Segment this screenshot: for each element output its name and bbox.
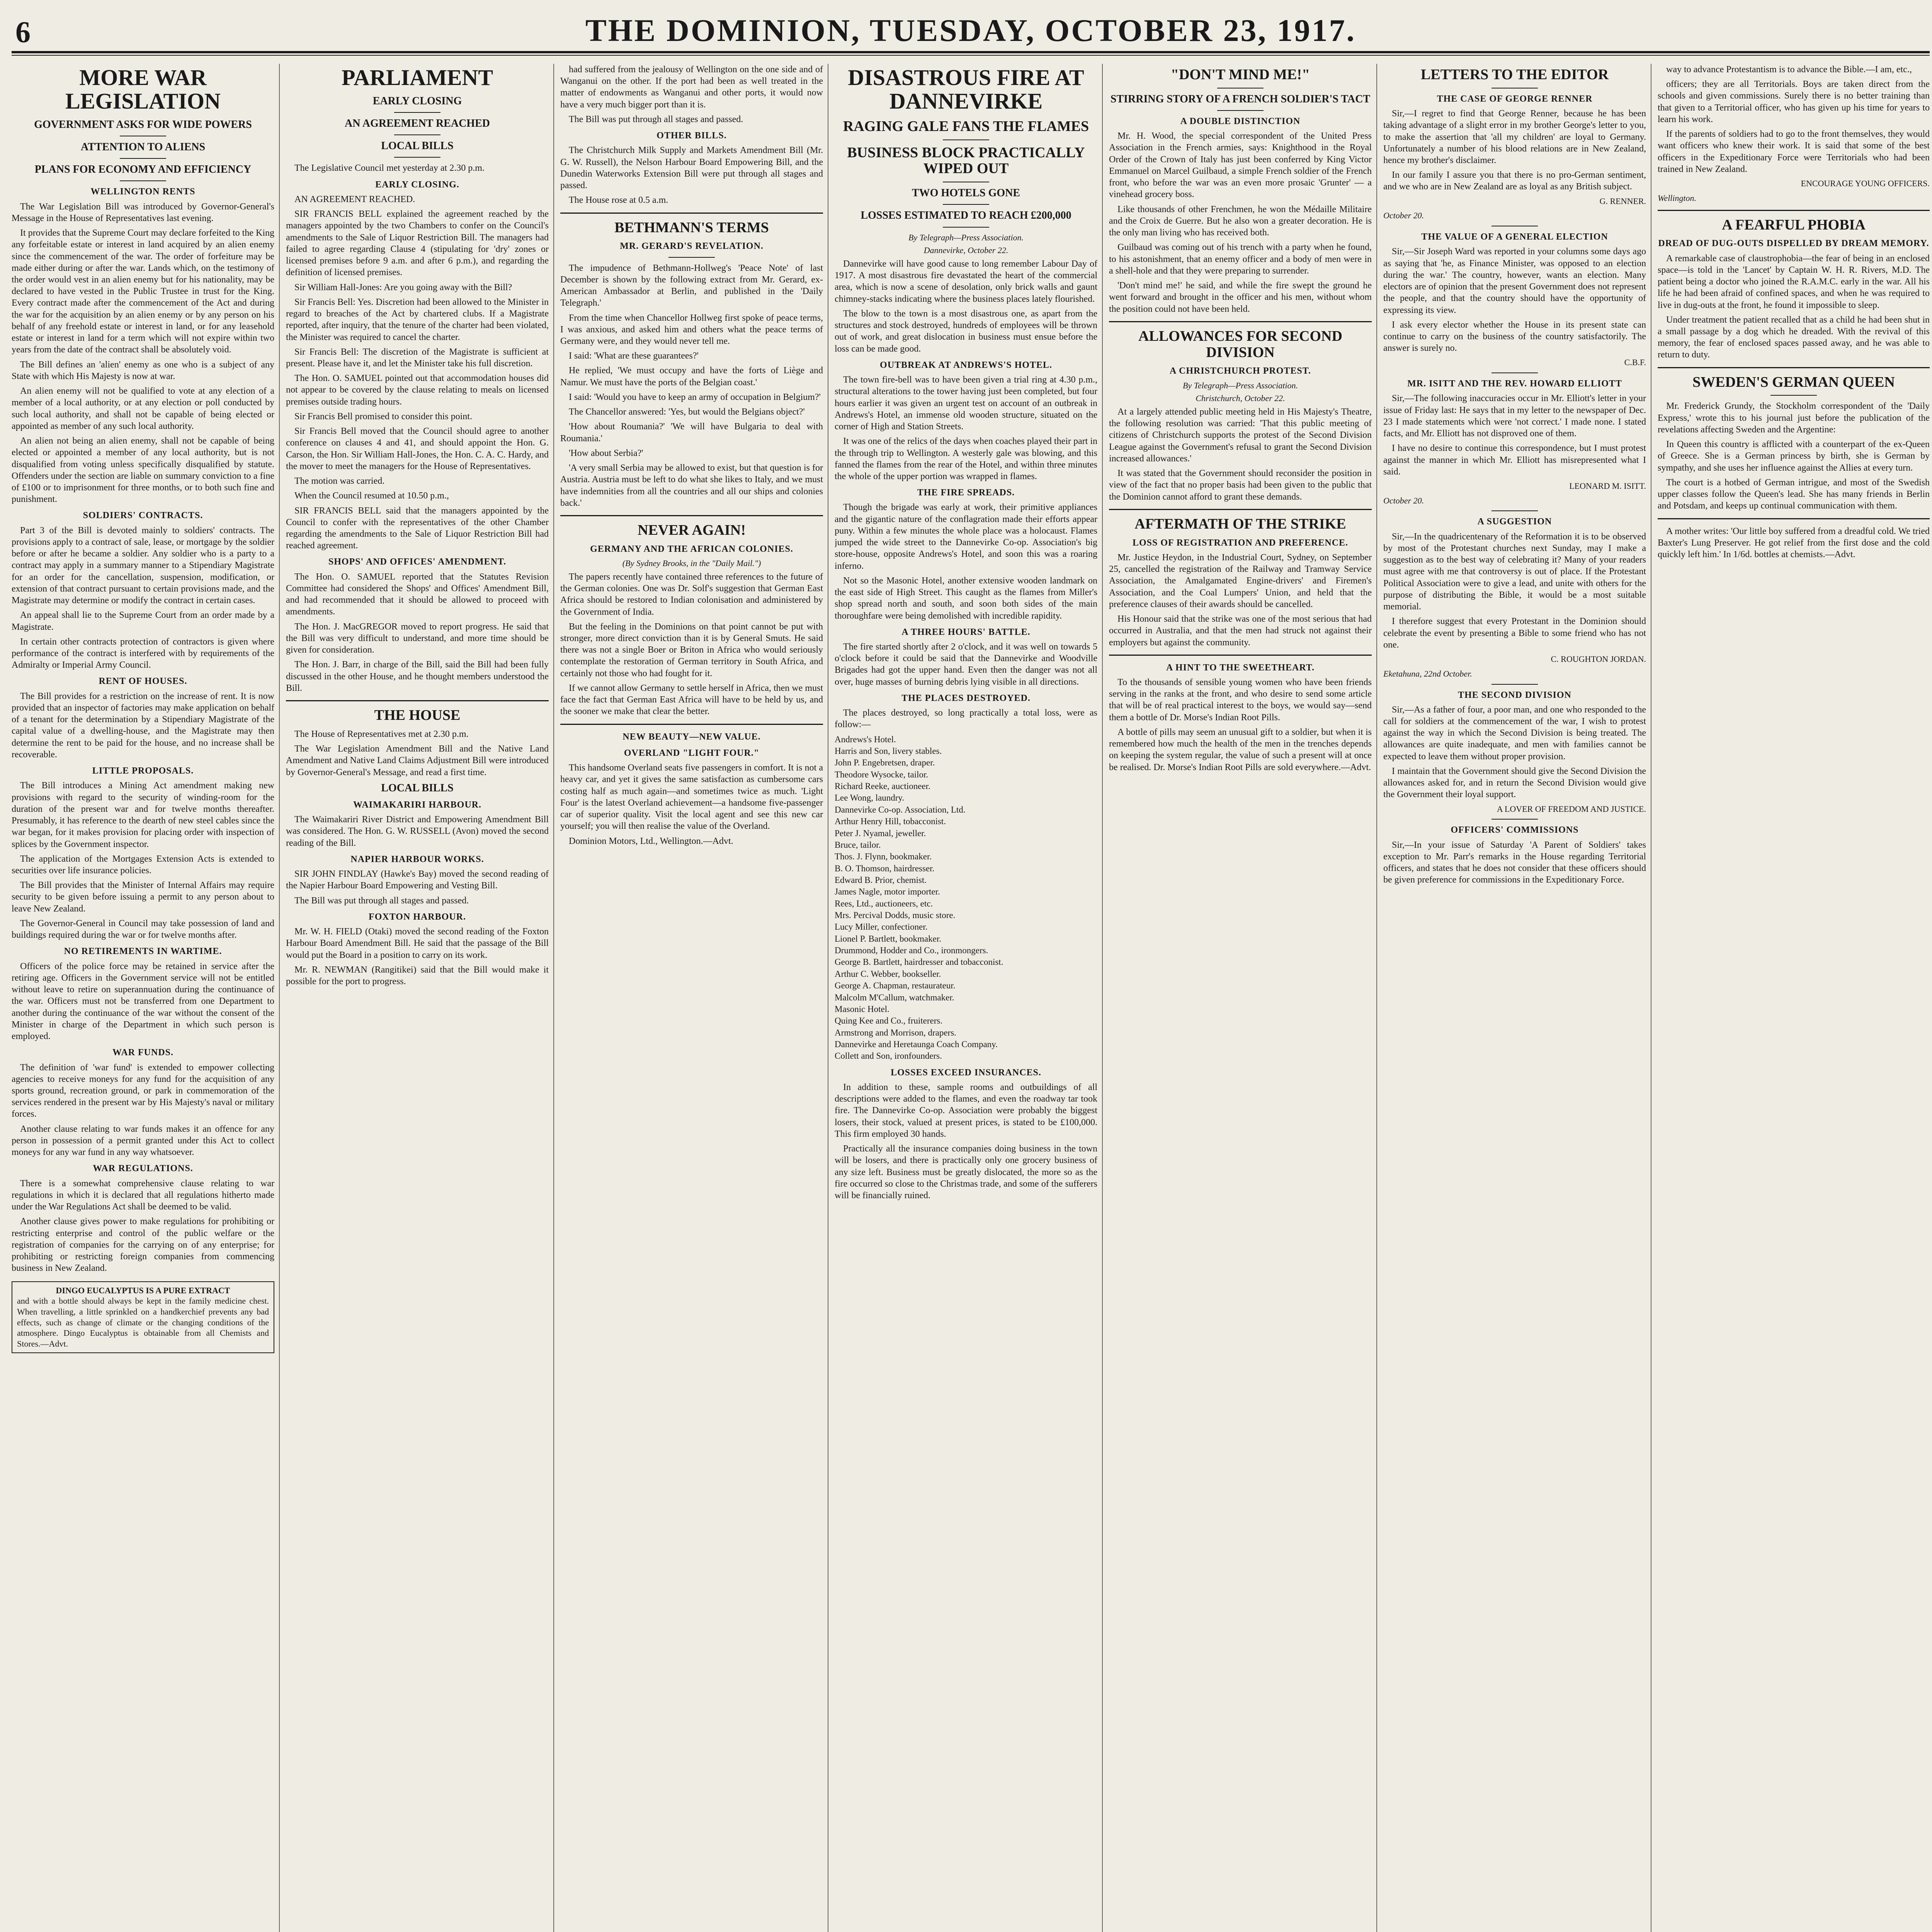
paragraph: A bottle of pills may seem an unusual gift to a soldier, but when it is remembered how much the health of the men in the trenches depends on keeping the system regular, the value of such a present will at once be realised. Dr. Morse's Indian Root Pills are sold everywhere.—Advt.	[1109, 727, 1372, 772]
subhead: THE PLACES DESTROYED.	[901, 693, 1031, 703]
headline-never-again: NEVER AGAIN!	[638, 522, 746, 539]
list-item: Masonic Hotel.	[835, 1004, 889, 1014]
paragraph: An appeal shall lie to the Supreme Court from an order made by a Magistrate.	[12, 610, 274, 632]
column-bethmann	[560, 64, 823, 1932]
letter-title: OFFICERS' COMMISSIONS	[1451, 825, 1579, 835]
letter-title: THE CASE OF GEORGE RENNER	[1437, 94, 1593, 104]
paragraph: The Legislative Council met yesterday at 2.30 p.m.	[294, 163, 485, 173]
paragraph: Mr. H. Wood, the special correspondent of the United Press Association in the French armies, says: Knighthood in the Royal Order of the Crown of Italy has just been conferred by King Victor Emmanuel on Marcel Guilbaud, a simple French soldier of the French front, who before the war was an even more prosaic 'Grunter' — a vinehead grocery boss.	[1109, 131, 1372, 200]
letter-date: October 20.	[1383, 211, 1424, 221]
paragraph: Not so the Masonic Hotel, another extensive wooden landmark on the east side of High Street. This caught as the flames from Miller's shop spread north and south, and soon both sides of the main thoroughfare were being demolished with incredible rapidity.	[835, 575, 1097, 621]
ad-headline: NEW BEAUTY—NEW VALUE.	[622, 731, 761, 742]
paragraph: Sir,—The following inaccuracies occur in Mr. Elliott's letter in your issue of Friday last: He says that in my letter to the newspaper of Dec. 23 I made statements which were 'not correct.' I made none. I stated facts, and Mr. Elliott has not disproved one of them.	[1383, 393, 1646, 439]
paragraph: The Chancellor answered: 'Yes, but would the Belgians object?'	[569, 407, 805, 417]
list-item: B. O. Thomson, hairdresser.	[835, 863, 935, 873]
paragraph: The motion was carried.	[294, 476, 385, 486]
deck: LOCAL BILLS	[381, 140, 454, 152]
paragraph: Another clause gives power to make regulations for prohibiting or restricting enterprise and control of the public welfare or the registration of companies for the carrying on of any enterprise; for prohibiting or restricting foreign companies from commencing business in New Zealand.	[12, 1216, 274, 1274]
paragraph: The places destroyed, so long practically a total loss, were as follow:—	[835, 708, 1097, 730]
deck: BUSINESS BLOCK PRACTICALLY WIPED OUT	[847, 144, 1085, 177]
paragraph: I maintain that the Government should give the Second Division the allowances asked for, and in return the Second Division would give the Government their loyal support.	[1383, 766, 1646, 800]
paragraph: The Hon. J. MacGREGOR moved to report progress. He said that the Bill was very difficult to understand, and more time should be given for consideration.	[286, 621, 549, 655]
paragraph: Dominion Motors, Ltd., Wellington.—Advt.	[569, 836, 733, 846]
paragraph: The Bill was put through all stages and passed.	[569, 114, 743, 124]
paragraph: If we cannot allow Germany to settle herself in Africa, then we must face the fact that German East Africa will have to be held by us, and the sooner we make that clear the better.	[560, 683, 823, 717]
paragraph: officers; they are all Territorials. Boys are taken direct from the schools and given commissions. Surely there is no better training than that given to a Territorial officer, who has given up his time for years to learn his work.	[1658, 79, 1930, 124]
byline: By Telegraph—Press Association.	[1182, 380, 1298, 390]
list-item: Dannevirke Co-op. Association, Ltd.	[835, 804, 966, 815]
dateline: WELLINGTON RENTS	[90, 187, 196, 197]
divider	[943, 204, 989, 205]
list-item: Armstrong and Morrison, drapers.	[835, 1027, 956, 1037]
paragraph: had suffered from the jealousy of Wellington on the one side and of Wanganui on the other. If the port had been as well treated in the matter of endowments as Wanganui and other ports, it would now have a very much bigger port than it is.	[560, 65, 823, 110]
column-rule	[279, 64, 280, 1932]
headline-swedens-queen: SWEDEN'S GERMAN QUEEN	[1692, 374, 1895, 390]
subhead: NO RETIREMENTS IN WARTIME.	[64, 946, 222, 957]
letter-date: Eketahuna, 22nd October.	[1383, 668, 1472, 679]
paragraph: It was one of the relics of the days when coaches played their part in the through trip to Wellington. A westerly gale was blowing, and this fanned the flames from the rear of the Hotel, and within three minutes the whole of the upper portion was wrapped in flames.	[835, 436, 1097, 481]
list-item: Drummond, Hodder and Co., ironmongers.	[835, 946, 988, 956]
list-item: Thos. J. Flynn, bookmaker.	[835, 852, 932, 862]
byline: (By Sydney Brooks, in the "Daily Mail.")	[622, 558, 761, 568]
deck: A DOUBLE DISTINCTION	[1180, 116, 1301, 126]
divider	[943, 139, 989, 140]
paragraph: A mother writes: 'Our little boy suffered from a dreadful cold. We tried Baxter's Lung Preserver. He got relief from the first dose and the cold quickly left him.' In 1/6d. bottles at chemists.—Advt.	[1658, 526, 1930, 560]
list-item: Bruce, tailor.	[835, 840, 881, 850]
paragraph: Mr. W. H. FIELD (Otaki) moved the second reading of the Foxton Harbour Board Amendment Bill. He said that the passage of the Bill would put the Board in a position to carry on its work.	[286, 927, 549, 960]
ad-body: and with a bottle should always be kept in the family medicine chest. When travelling, a little sprinkled on a handkerchief prevents any bad effects, such as change of climate or the changing conditions of the atmosphere. Dingo Eucalyptus is obtainable from all Chemists and Stores.—Advt.	[17, 1296, 269, 1349]
byline: By Telegraph—Press Association.	[908, 232, 1024, 242]
list-item: Edward B. Prior, chemist.	[835, 875, 927, 885]
divider	[394, 157, 440, 158]
column-dont-mind-me	[1109, 64, 1372, 1932]
paragraph: The House of Representatives met at 2.30 p.m.	[294, 729, 469, 739]
paragraph: Another clause relating to war funds makes it an offence for any person in possession of a permit granted under this Act to collect moneys for any war fund in any way whatsoever.	[12, 1124, 274, 1158]
subhead: SHOPS' AND OFFICES' AMENDMENT.	[328, 557, 507, 567]
deck: PLANS FOR ECONOMY AND EFFICIENCY	[34, 163, 252, 176]
deck: LOSS OF REGISTRATION AND PREFERENCE.	[1132, 537, 1349, 548]
paragraph: Sir William Hall-Jones: Are you going away with the Bill?	[294, 282, 512, 293]
subhead: SOLDIERS' CONTRACTS.	[83, 510, 203, 521]
deck: MR. GERARD'S REVELATION.	[620, 241, 764, 252]
paragraph: The House rose at 0.5 a.m.	[569, 195, 668, 206]
letter-title: A SUGGESTION	[1477, 517, 1552, 527]
paragraph: Guilbaud was coming out of his trench with a party when he found, to his astonishment, that an enemy officer and a body of men were in a shell-hole and that they were preparing to surrender.	[1109, 242, 1372, 276]
subhead: LOCAL BILLS	[381, 782, 454, 794]
paragraph: Sir Francis Bell promised to consider this point.	[294, 411, 472, 422]
divider	[1492, 684, 1538, 685]
subhead: LOSSES EXCEED INSURANCES.	[891, 1067, 1041, 1078]
paper-title: THE DOMINION, TUESDAY, OCTOBER 23, 1917.	[585, 13, 1356, 48]
letter-title: THE VALUE OF A GENERAL ELECTION	[1421, 232, 1608, 242]
list-item: Collett and Son, ironfounders.	[835, 1051, 942, 1061]
paragraph: Sir Francis Bell: Yes. Discretion had been allowed to the Minister in regard to breaches of the Act by chartered clubs. If a Magistrate reported, after inquiry, that the tenure of the charter had been violated, the Minister was required to cancel the charter.	[286, 297, 549, 342]
paragraph: There is a somewhat comprehensive clause relating to war regulations in which it is declared that all regulations hitherto made under the War Regulations Act shall be deemed to be valid.	[12, 1178, 274, 1212]
column-war-legislation	[12, 64, 274, 1932]
deck: LOSSES ESTIMATED TO REACH £200,000	[861, 209, 1071, 222]
deck: TWO HOTELS GONE	[912, 187, 1020, 199]
list-item: Rees, Ltd., auctioneers, etc.	[835, 898, 933, 908]
paragraph: 'How about Serbia?'	[569, 448, 643, 458]
column-phobia-queen	[1658, 64, 1930, 1932]
divider	[120, 158, 166, 159]
subhead: FOXTON HARBOUR.	[369, 912, 466, 922]
section-rule	[286, 700, 549, 701]
paragraph: Though the brigade was early at work, their primitive appliances and the gigantic nature of the conflagration made their efforts appear puny. Within a few minutes the whole place was a holocaust. Flames jumped the wide street to the Dannevirke Co-op. Association's big store-house, opposite Andrews's Hotel, and soon this was a roaring inferno.	[835, 502, 1097, 571]
subhead: RENT OF HOUSES.	[99, 676, 187, 687]
subhead: EARLY CLOSING.	[375, 179, 459, 190]
masthead-rule-thin	[12, 55, 1930, 56]
paragraph: Sir,—In the quadricentenary of the Reformation it is to be observed by most of the Protestant churches next Sunday, may I make a suggestion as to the best way of celebrating it? Many of your readers must agree with me that controversy is out of place. If the Protestant Political Association were to give a lead, and unite with others for the purpose of distributing the Bible, it would be a most suitable memorial.	[1383, 531, 1646, 612]
paragraph: His Honour said that the strike was one of the most serious that had occurred in Australia, and that the men had struck not against their employers but against the community.	[1109, 614, 1372, 648]
headline-bethmann-terms: BETHMANN'S TERMS	[614, 219, 769, 236]
paragraph: Practically all the insurance companies doing business in the town will be losers, and there is practically only one grocery business of any size left. Business must be greatly dislocated, the more so as the fire occurred so close to the Christmas trade, and some of the sufferers will be financially ruined.	[835, 1144, 1097, 1201]
signature: G. RENNER.	[1599, 196, 1646, 206]
paragraph: Mr. Justice Heydon, in the Industrial Court, Sydney, on September 25, cancelled the registration of the Railway and Tramway Service Association, the Amalgamated Engine-drivers' and Firemen's Association, and the Coal Lumpers' Union, and held that the preference clauses of their awards should be cancelled.	[1109, 552, 1372, 609]
paragraph: 'Don't mind me!' he said, and while the fire swept the ground he went forward and brought in the officer and his men, without whom the position could not have been held.	[1109, 281, 1372, 314]
subhead: THE FIRE SPREADS.	[917, 488, 1015, 498]
subhead: LITTLE PROPOSALS.	[92, 766, 194, 776]
headline-dannevirke-fire: DISASTROUS FIRE AT DANNEVIRKE	[848, 65, 1084, 114]
paragraph: Like thousands of other Frenchmen, he won the Médaille Militaire and the Croix de Guerre. But he also won a greater decoration. He is the only man living who has received both.	[1109, 204, 1372, 238]
letter-place: Wellington.	[1658, 193, 1697, 203]
letter-date: October 20.	[1383, 495, 1424, 505]
paragraph: I said: 'Would you have to keep an army of occupation in Belgium?'	[569, 392, 821, 402]
section-rule	[560, 515, 823, 516]
paragraph: The Bill provides that the Minister of Internal Affairs may require security to be given before issuing a permit to any person about to leave New Zealand.	[12, 880, 274, 914]
deck: GOVERNMENT ASKS FOR WIDE POWERS	[34, 118, 252, 131]
column-rule	[1102, 64, 1103, 1932]
column-dannevirke-fire	[835, 64, 1097, 1932]
places-destroyed-list	[835, 734, 1097, 1062]
paragraph: Under treatment the patient recalled that as a child he had been shut in a small passage by a dog which he dreaded. With the revival of this memory, the fear of enclosed spaces passed away, and he was able to return to duty.	[1658, 315, 1930, 360]
paragraph: The application of the Mortgages Extension Acts is extended to securities over life insurance policies.	[12, 854, 274, 876]
paragraph: The court is a hotbed of German intrigue, and most of the Swedish upper classes follow the Queen's lead. She has many friends in Berlin and Potsdam, and keeps up continual communication with them.	[1658, 477, 1930, 511]
paragraph: This handsome Overland seats five passengers in comfort. It is not a heavy car, and yet it gives the same satisfaction as cumbersome cars costing half as much again—and sometimes twice as much. 'Light Four' is the latest Overland achievement—a handsome five-passenger car of superior quality. Visit the local agent and see this new car yourself; you will then realise the value of the Overland.	[560, 763, 823, 832]
paragraph: It provides that the Supreme Court may declare forfeited to the King any forfeitable estate or interest in land acquired by an alien enemy since the commencement of the war. The order of forfeiture may be made either during or after the war. Lands which, on the testimony of the order would vest in an alien enemy but for his nationality, may be declared to have vested in the Public Trustee in trust for the King. Every contract made after the commencement of the Act and during the war for the acquisition by an alien enemy or by any person on his behalf of any freehold estate or interest in land, or for any leasehold estate or interest in land for a term which will not expire within two years from the date of the contract shall be absolutely void.	[12, 228, 274, 355]
headline-parliament: PARLIAMENT	[341, 65, 493, 90]
divider	[394, 112, 440, 113]
subhead: OUTBREAK AT ANDREWS'S HOTEL.	[880, 360, 1052, 370]
paragraph: From the time when Chancellor Hollweg first spoke of peace terms, I was anxious, and asked him and others what the peace terms of Germany were, and they would never tell me.	[560, 313, 823, 347]
paragraph: The Christchurch Milk Supply and Markets Amendment Bill (Mr. G. W. Russell), the Nelson Harbour Board Empowering Bill, and the Dunedin Waterworks Extension Bill were put through all stages and passed.	[560, 145, 823, 191]
list-item: Arthur Henry Hill, tobacconist.	[835, 816, 946, 827]
list-item: George B. Bartlett, hairdresser and tobacconist.	[835, 957, 1003, 967]
paragraph: Mr. Frederick Grundy, the Stockholm correspondent of the 'Daily Express,' wrote this to his journal just before the publication of the revelations affecting Sweden and the Argentine:	[1658, 401, 1930, 435]
paragraph: He replied, 'We must occupy and have the forts of Liège and Namur. We must have the ports of the Belgian coast.'	[560, 366, 823, 388]
paragraph: SIR FRANCIS BELL said that the managers appointed by the Council to confer with the representatives of the other Chamber regarding the amendments to the Sale of Liquor Restriction Bill had reached agreement.	[286, 505, 549, 551]
paragraph: Sir,—As a father of four, a poor man, and one who responded to the call for soldiers at the commencement of the war, I wish to protest against the way in which the Second Division is being treated. The allowances are quite inadequate, and men with families cannot be expected to leave them without proper provision.	[1383, 704, 1646, 762]
paragraph: The Bill defines an 'alien' enemy as one who is a subject of any State with which His Majesty is now at war.	[12, 359, 274, 381]
paragraph: I have no desire to continue this correspondence, but I must protest against the manner in which Mr. Elliott has misrepresented what I said.	[1383, 443, 1646, 477]
paragraph: The Hon. J. Barr, in charge of the Bill, said the Bill had been fully discussed in the other House, and he thought members understood the Bill.	[286, 660, 549, 693]
letter-title: MR. ISITT AND THE REV. HOWARD ELLIOTT	[1407, 379, 1622, 389]
dateline: Christchurch, October 22.	[1196, 393, 1285, 403]
paragraph: The Bill provides for a restriction on the increase of rent. It is now provided that an inspector of factories may make application on behalf of a tenant for the determination by a Stipendiary Magistrate of the capital value of a dwelling-house, and the Magistrate may then determine the rent to be paid for the house, and no increase shall be recoverable.	[12, 691, 274, 760]
column-parliament	[286, 64, 549, 1932]
paragraph: The Bill introduces a Mining Act amendment making new provisions with regard to the security of winding-room for the duration of the present war and for twelve months thereafter. Presumably, it has reference to the dearth of new steel cables since the war began, for it makes provision for placing order with inspection of splices by the Government inspector.	[12, 781, 274, 849]
subhead: A THREE HOURS' BATTLE.	[901, 627, 1031, 637]
list-item: Mrs. Percival Dodds, music store.	[835, 910, 956, 920]
list-item: Peter J. Nyamal, jeweller.	[835, 828, 926, 838]
section-rule	[560, 724, 823, 725]
paragraph: I therefore suggest that every Protestant in the Dominion should celebrate the event by presenting a Bible to some friend who has not one.	[1383, 616, 1646, 650]
paragraph: The definition of 'war fund' is extended to empower collecting agencies to receive moneys for any fund for the acquisition of any sports ground, recreation ground, or park in commemoration of the services rendered in the present war by His Majesty's naval or military forces.	[12, 1062, 274, 1119]
deck: AN AGREEMENT REACHED	[345, 117, 490, 130]
list-item: Theodore Wysocke, tailor.	[835, 769, 929, 779]
list-item: Andrews's Hotel.	[835, 734, 896, 744]
paragraph: A remarkable case of claustrophobia—the fear of being in an enclosed space—is told in the 'Lancet' by Captain W. H. R. Rivers, M.D. The patient being a doctor who joined the R.A.M.C. early in the war. All his life he had been afraid of confined spaces, and when he was required to live in dug-outs at the front, he found it impossible to sleep.	[1658, 253, 1930, 310]
deck: ATTENTION TO ALIENS	[80, 141, 206, 153]
signature: LEONARD M. ISITT.	[1569, 481, 1646, 491]
list-item: Malcolm M'Callum, watchmaker.	[835, 992, 954, 1002]
paragraph: But the feeling in the Dominions on that point cannot be put with stronger, more direct conviction than it is by General Smuts. He said there was not a single Boer or Briton in Africa who would seriously contemplate the restoration of German territory in South Africa, and certainly not those who had fought for it.	[560, 621, 823, 679]
headline-aftermath-strike: AFTERMATH OF THE STRIKE	[1134, 515, 1346, 532]
paragraph: Sir,—In your issue of Saturday 'A Parent of Soldiers' takes exception to Mr. Parr's remarks in the House regarding Territorial officers, and states that he does not consider that these officers should be given preference for commissions in the Expeditionary Force.	[1383, 840, 1646, 885]
paragraph: The Hon. O. SAMUEL reported that the Statutes Revision Committee had considered the Shops' and Offices' Amendment Bill, and had recommended that it should be allowed to proceed with amendments.	[286, 571, 549, 617]
paragraph: SIR JOHN FINDLAY (Hawke's Bay) moved the second reading of the Napier Harbour Board Empowering and Vesting Bill.	[286, 869, 549, 891]
paragraph: In certain other contracts protection of contractors is given where performance of the contract is interfered with by requirements of the Admiralty or Imperial Army Council.	[12, 636, 274, 670]
deck: A CHRISTCHURCH PROTEST.	[1170, 366, 1311, 376]
subhead: WAIMAKARIRI HARBOUR.	[353, 799, 481, 810]
paragraph: In our family I assure you that there is no pro-German sentiment, and we who are in New Zealand are as loyal as any British subject.	[1383, 170, 1646, 192]
list-item: Lee Wong, laundry.	[835, 793, 905, 803]
paragraph: The War Legislation Bill was introduced by Governor-General's Message in the House of Representatives last evening.	[12, 201, 274, 223]
deck: DREAD OF DUG-OUTS DISPELLED BY DREAM MEMORY.	[1658, 238, 1929, 249]
signature: C. ROUGHTON JORDAN.	[1551, 654, 1646, 664]
headline-allowances: ALLOWANCES FOR SECOND DIVISION	[1138, 328, 1342, 361]
paragraph: Part 3 of the Bill is devoted mainly to soldiers' contracts. The provisions apply to a contract of sale, lease, or mortgage by the soldier before or after he became a soldier. Any soldier who is a party to a contract may apply in a summary manner to a Stipendiary Magistrate for an order for the cancellation, suspension, modification, or extension of that contract pursuant to certain provisions made, and the Magistrate may determine or modify the contract in certain cases.	[12, 525, 274, 606]
subhead: WAR REGULATIONS.	[93, 1163, 193, 1174]
headline-war-legislation: MORE WAR LEGISLATION	[65, 65, 221, 114]
headline-letters: LETTERS TO THE EDITOR	[1420, 66, 1609, 83]
list-item: Lucy Miller, confectioner.	[835, 922, 928, 932]
list-item: John P. Engebretsen, draper.	[835, 758, 935, 768]
divider	[943, 227, 989, 228]
letter-title: THE SECOND DIVISION	[1458, 690, 1571, 700]
section-rule	[1109, 655, 1372, 656]
column-rule	[1376, 64, 1377, 1932]
paragraph: The Hon. O. SAMUEL pointed out that accommodation houses did not appear to be covered by the clause relating to meals on licensed premises outside trading hours.	[286, 373, 549, 407]
list-item: Harris and Son, livery stables.	[835, 746, 942, 756]
paragraph: An alien enemy will not be qualified to vote at any election of a member of a local authority, or at any election or poll conducted by such local authority, and shall not be capable of being elected or appointed as member of any such local authority.	[12, 386, 274, 431]
ad-subhead: OVERLAND "LIGHT FOUR."	[624, 748, 760, 758]
paragraph: Mr. R. NEWMAN (Rangitikei) said that the Bill would make it possible for the port to progress.	[286, 964, 549, 987]
paragraph: The blow to the town is a most disastrous one, as apart from the structures and stock destroyed, hundreds of employees will be thrown out of work, and great dislocation in business must ensue before the loss can be made good.	[835, 308, 1097, 354]
divider	[1770, 395, 1817, 396]
section-rule	[560, 213, 823, 214]
paragraph: The Waimakariri River District and Empowering Amendment Bill was considered. The Hon. G. W. RUSSELL (Avon) moved the second reading of the Bill.	[286, 815, 549, 848]
list-item: Lionel P. Bartlett, bookmaker.	[835, 934, 941, 944]
subhead: NAPIER HARBOUR WORKS.	[350, 854, 484, 864]
list-item: Quing Kee and Co., fruiterers.	[835, 1016, 943, 1026]
signature: ENCOURAGE YOUNG OFFICERS.	[1801, 179, 1930, 189]
divider	[1492, 372, 1538, 373]
signature: A LOVER OF FREEDOM AND JUSTICE.	[1497, 804, 1646, 814]
masthead-rule	[12, 51, 1930, 53]
paragraph: In Queen this country is afflicted with a counterpart of the ex-Queen of Greece. She is a German princess by birth, she is German by sympathy, and she uses her influence against the Allies at every turn.	[1658, 439, 1930, 473]
list-item: George A. Chapman, restaurateur.	[835, 981, 956, 991]
advertisement-dingo	[12, 1281, 274, 1353]
deck: GERMANY AND THE AFRICAN COLONIES.	[590, 544, 793, 554]
paragraph: Sir Francis Bell: The discretion of the Magistrate is sufficient at present. Please have it, and let the Minister take his full discretion.	[286, 347, 549, 369]
paragraph: 'A very small Serbia may be allowed to exist, but that question is for Austria. Austria must be left to do what she likes to Italy, and we must have indemnities from all the countries and all our ships and colonies back.'	[560, 463, 823, 508]
divider	[1217, 110, 1264, 111]
list-item: Richard Reeke, auctioneer.	[835, 781, 930, 791]
column-rule	[553, 64, 554, 1932]
deck: EARLY CLOSING	[372, 95, 462, 107]
deck: STIRRING STORY OF A FRENCH SOLDIER'S TACT	[1110, 93, 1371, 105]
paragraph: The impudence of Bethmann-Hollweg's 'Peace Note' of last December is shown by the following extract from Mr. Gerard, ex-American Ambassador at Berlin, and published in the 'Daily Telegraph.'	[560, 263, 823, 308]
paragraph: The papers recently have contained three references to the future of the German colonies. One was Dr. Solf's suggestion that German East Africa should be restored to Indian colonisation and administered by the Government of India.	[560, 571, 823, 617]
paragraph: Sir,—I regret to find that George Renner, because he has been taking advantage of a slight error in my brother George's letter to you, to make the assertion that 'all my children' are loyal to Germany. Unfortunately a number of his blood relations are in New Zealand, hence my brother's disclaimer.	[1383, 109, 1646, 165]
dateline: Dannevirke, October 22.	[923, 245, 1009, 255]
signature: C.B.F.	[1624, 357, 1646, 367]
divider	[1492, 819, 1538, 820]
page-number: 6	[15, 15, 31, 49]
list-item: Arthur C. Webber, bookseller.	[835, 969, 941, 979]
section-rule	[1109, 509, 1372, 510]
section-rule	[1658, 367, 1930, 368]
paragraph: It was stated that the Government should reconsider the position in view of the fact that no proper basis had been given to the public that the Dominion cannot afford to grant these demands.	[1109, 468, 1372, 502]
headline-fearful-phobia: A FEARFUL PHOBIA	[1722, 216, 1866, 233]
column-letters	[1383, 64, 1646, 1932]
paragraph: Sir Francis Bell moved that the Council should agree to another conference on clauses 4 and 41, and should appoint the Hon. G. Carson, the Hon. Sir William Hall-Jones, the Hon. C. A. C. Hardy, and the mover to meet the managers for the House of Representatives.	[286, 426, 549, 471]
section-rule	[1658, 518, 1930, 519]
ad-headline: DINGO EUCALYPTUS IS A PURE EXTRACT	[56, 1285, 230, 1295]
paragraph: I ask every elector whether the House in its present state can continue to carry on the business of the country satisfactorily. The answer is surely no.	[1383, 320, 1646, 354]
paragraph: way to advance Protestantism is to advance the Bible.—I am, etc.,	[1666, 65, 1912, 75]
paragraph: The town fire-bell was to have been given a trial ring at 4.30 p.m., structural alterations to the tower having just been completed, but four hours earlier it was given an urgent test on account of an outbreak in Andrews's Hotel, an immense old wooden structure, situated on the corner of High and Station Streets.	[835, 375, 1097, 432]
paragraph: SIR FRANCIS BELL explained the agreement reached by the managers appointed by the two Chambers to confer on the Council's amendments to the Sale of Liquor Restriction Bill. The managers had failed to agree regarding Clause 4 (stipulating for 'dry' zones or licensed premises before 9 a.m. and after 6 p.m.), and regarding the definition of licensed premises.	[286, 209, 549, 278]
divider	[1492, 510, 1538, 511]
section-rule	[1109, 321, 1372, 322]
headline-dont-mind-me: "DON'T MIND ME!"	[1170, 66, 1310, 83]
paragraph: The War Legislation Amendment Bill and the Native Land Amendment and Native Land Claims Adjustment Bill were introduced by Governor-General's Message, and read a first time.	[286, 744, 549, 777]
subhead: WAR FUNDS.	[112, 1048, 173, 1058]
paragraph: Officers of the police force may be retained in service after the retiring age. Officers in the Government service will not be entitled without leave to retire on superannuation during the continuance of the war. Officers must not be transferred from one Department to another during the continuance of the war without the consent of the Minister in charge of the Department in which such person is employed.	[12, 961, 274, 1042]
ad-headline: A HINT TO THE SWEETHEART.	[1166, 662, 1315, 673]
paragraph: When the Council resumed at 10.50 p.m.,	[294, 491, 449, 501]
paragraph: Dannevirke will have good cause to long remember Labour Day of 1917. A most disastrous fire devastated the heart of the commercial area, which is now a scene of desolation, only brick walls and gaunt chimney-stacks indicating where the business places lately flourished.	[835, 259, 1097, 304]
deck: RAGING GALE FANS THE FLAMES	[843, 118, 1089, 134]
section-rule	[1658, 210, 1930, 211]
paragraph: I said: 'What are these guarantees?'	[569, 351, 699, 361]
subhead: OTHER BILLS.	[656, 131, 727, 141]
masthead	[12, 8, 1930, 50]
divider	[120, 180, 166, 181]
list-item: Dannevirke and Heretaunga Coach Company.	[835, 1039, 998, 1049]
paragraph: Sir,—Sir Joseph Ward was reported in your columns some days ago as saying that 'he, as Finance Minister, was opposed to an election during the war.' The country, however, wants an election. Many electors are of opinion that the present Government does not represent the people, and that the country should have the opportunity of expressing its view.	[1383, 247, 1646, 315]
paragraph: To the thousands of sensible young women who have been friends serving in the ranks at the front, and who desire to send some article that will be of real practical interest to the boys, we would say—send them a bottle of Dr. Morse's Indian Root Pills.	[1109, 677, 1372, 723]
headline-the-house: THE HOUSE	[374, 707, 461, 724]
paragraph: In addition to these, sample rooms and outbuildings of all descriptions were added to the flames, and even the roadway tar took fire. The Dannevirke Co-op. Association were probably the biggest losers, their stock, valued at present prices, is stated to be £100,000. This firm employed 30 hands.	[835, 1082, 1097, 1139]
paragraph: The fire started shortly after 2 o'clock, and it was well on towards 5 o'clock before it could be said that the Dannevirke and Woodville Brigades had got the upper hand. Even then the danger was not all over, huge masses of burning debris lying visible in all directions.	[835, 642, 1097, 687]
paragraph: 'How about Roumania?' 'We will have Bulgaria to deal with Roumania.'	[560, 422, 823, 444]
paragraph: If the parents of soldiers had to go to the front themselves, they would want officers who knew their work. It is said that some of the best officers in the Expeditionary Force were Territorials who had been trained in New Zealand.	[1658, 129, 1930, 174]
paragraph: At a largely attended public meeting held in His Majesty's Theatre, the following resolution was carried: 'That this public meeting of citizens of Christchurch supports the protest of the Second Division League against the Government's refusal to grant the Second Division increased allowances.'	[1109, 407, 1372, 464]
divider	[394, 134, 440, 135]
paragraph: The Governor-General in Council may take possession of land and buildings required during the war or for twelve months after.	[12, 918, 274, 940]
paragraph: An alien not being an alien enemy, shall not be capable of being elected or appointed a member of any local authority, but is not disqualified from voting unless specifically disqualified by statute. Offenders under the section are liable on summary conviction to a fine of £100 or to imprisonment for three months, or to both such fine and punishment.	[12, 436, 274, 505]
paragraph: The Bill was put through all stages and passed.	[294, 895, 469, 906]
paragraph: AN AGREEMENT REACHED.	[294, 194, 415, 204]
list-item: James Nagle, motor importer.	[835, 887, 940, 897]
divider	[668, 257, 715, 258]
